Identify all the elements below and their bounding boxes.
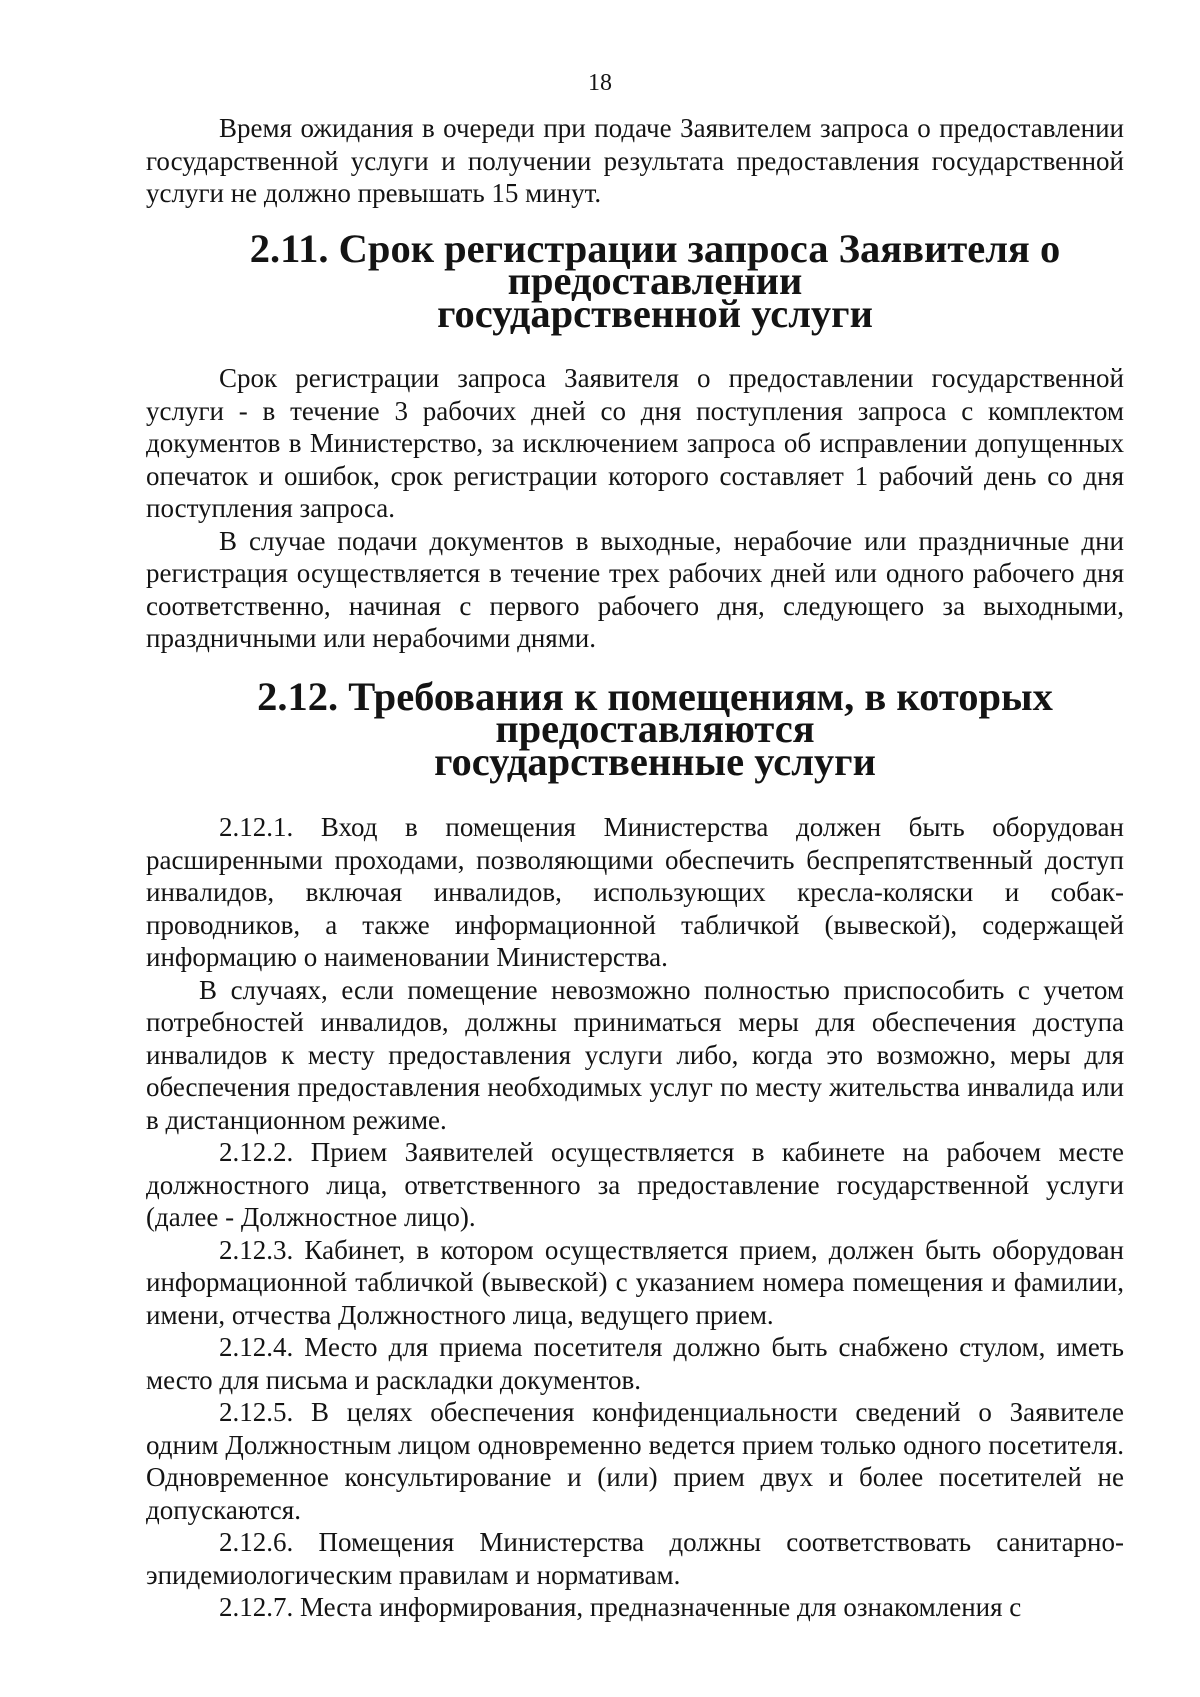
- section-2-12-paragraph: 2.12.6. Помещения Министерства должны соответствовать санитарно-эпидемиологическим правилам и нормативам.: [146, 1527, 1124, 1590]
- section-2-12-heading-line1: 2.12. Требования к помещениям, в которых предоставляются: [257, 673, 1053, 751]
- document-body: [146, 112, 1124, 1624]
- section-2-11-heading: [146, 225, 1124, 336]
- section-2-12-paragraph: 2.12.4. Место для приема посетителя должно быть снабжено стулом, иметь место для письма и раскладки документов.: [146, 1332, 1124, 1395]
- intro-paragraph: Время ожидания в очереди при подаче Заявителем запроса о предоставлении государственной услуги и получении результата предоставления государственной услуги не должно превышать 15 минут.: [146, 113, 1124, 208]
- section-2-12-paragraph: В случаях, если помещение невозможно полностью приспособить с учетом потребностей инвалидов, должны приниматься меры для обеспечения доступа инвалидов к месту предоставления услуги либо, когда это возможно, меры для обеспечения предоставления необходимых услуг по месту жительства инвалида или в дистанционном режиме.: [146, 974, 1124, 1135]
- section-2-11-paragraph: В случае подачи документов в выходные, нерабочие или праздничные дни регистрация осуществляется в течение трех рабочих дней или одного рабочего дня соответственно, начиная с первого рабочего дня, следующего за выходными, праздничными или нерабочими днями.: [146, 525, 1124, 653]
- section-2-12-heading-line2: государственные услуги: [434, 738, 876, 784]
- section-2-12-paragraph: 2.12.1. Вход в помещения Министерства должен быть оборудован расширенными проходами, позволяющими обеспечить беспрепятственный доступ инвалидов, включая инвалидов, использующих кресла-коляски и собак-проводников, а также информационной табличкой (вывеской), содержащей информацию о наименовании Министерства.: [146, 812, 1124, 972]
- page-number: 18: [588, 70, 612, 96]
- section-2-11-heading-line1: 2.11. Срок регистрации запроса Заявителя о предоставлении: [249, 225, 1061, 303]
- section-2-12-paragraph: 2.12.2. Прием Заявителей осуществляется в кабинете на рабочем месте должностного лица, ответственного за предоставление государственной услуги (далее - Должностное лицо).: [146, 1137, 1124, 1232]
- section-2-12-paragraph: 2.12.7. Места информирования, предназначенные для ознакомления с: [219, 1592, 1022, 1622]
- section-2-11-paragraph: Срок регистрации запроса Заявителя о предоставлении государственной услуги - в течение 3 рабочих дней со дня поступления запроса с комплектом документов в Министерство, за исключением запроса об исправлении допущенных опечаток и ошибок, срок регистрации которого составляет 1 рабочий день со дня поступления запроса.: [146, 363, 1124, 523]
- section-2-12-paragraph: 2.12.3. Кабинет, в котором осуществляется прием, должен быть оборудован информационной табличкой (вывеской) с указанием номера помещения и фамилии, имени, отчества Должностного лица, ведущего прием.: [146, 1234, 1124, 1330]
- section-2-12-heading: [146, 673, 1124, 784]
- section-2-11-heading-line2: государственной услуги: [437, 290, 873, 336]
- section-2-12-paragraph: 2.12.5. В целях обеспечения конфиденциальности сведений о Заявителе одним Должностным лицом одновременно ведется прием только одного посетителя. Одновременное консультирование и (или) прием двух и более посетителей не допускаются.: [146, 1397, 1124, 1525]
